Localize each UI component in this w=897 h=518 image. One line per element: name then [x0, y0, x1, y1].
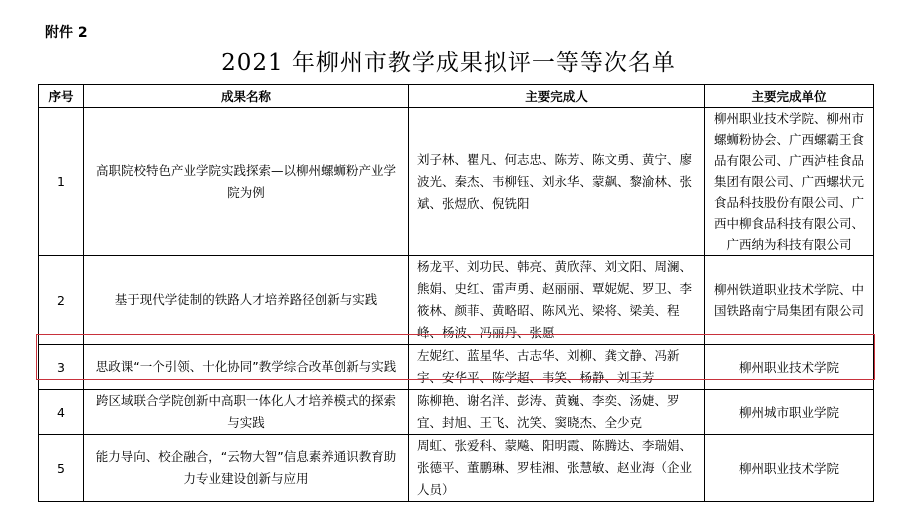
table-row — [39, 108, 874, 256]
row-people: 左妮红、蓝星华、古志华、刘柳、龚文静、冯新宇、安华平、陈学超、韦笑、杨静、刘玉芳 — [409, 345, 705, 390]
header-name: 成果名称 — [84, 85, 409, 108]
table-row — [39, 390, 874, 435]
header-index: 序号 — [39, 85, 84, 108]
row-index: 1 — [39, 108, 84, 256]
row-name: 跨区域联合学院创新中高职一体化人才培养模式的探索与实践 — [84, 390, 409, 435]
row-name: 基于现代学徒制的铁路人才培养路径创新与实践 — [84, 256, 409, 345]
results-table — [38, 84, 874, 502]
table-header-row — [39, 85, 874, 108]
row-index: 3 — [39, 345, 84, 390]
header-unit: 主要完成单位 — [705, 85, 874, 108]
row-unit: 柳州铁道职业技术学院、中国铁路南宁局集团有限公司 — [705, 256, 874, 345]
row-index: 2 — [39, 256, 84, 345]
row-people: 陈柳艳、谢名洋、彭涛、黄巍、李奕、汤婕、罗宜、封旭、王飞、沈笑、窦晓杰、全少克 — [409, 390, 705, 435]
row-index: 4 — [39, 390, 84, 435]
row-name: 能力导向、校企融合，“云物大智”信息素养通识教育助力专业建设创新与应用 — [84, 435, 409, 502]
row-unit: 柳州职业技术学院、柳州市螺蛳粉协会、广西螺霸王食品有限公司、广西泸桂食品集团有限公司、广西螺状元食品科技股份有限公司、广西中柳食品科技有限公司、广西纳为科技有限公司 — [705, 108, 874, 256]
header-people: 主要完成人 — [409, 85, 705, 108]
row-people: 周虹、张爱科、蒙飚、阳明霞、陈腾达、李瑞娟、张德平、董鹏琳、罗桂湘、张慧敏、赵业海（企业人员） — [409, 435, 705, 502]
row-index: 5 — [39, 435, 84, 502]
attachment-label: 附件 2 — [45, 25, 88, 41]
row-unit: 柳州职业技术学院 — [705, 435, 874, 502]
table-row — [39, 256, 874, 345]
page-title: 2021 年柳州市教学成果拟评一等等次名单 — [221, 50, 676, 76]
row-unit: 柳州城市职业学院 — [705, 390, 874, 435]
row-people: 杨龙平、刘功民、韩亮、黄欣萍、刘文阳、周澜、熊娟、史红、雷声勇、赵丽丽、覃妮妮、罗卫、李筱林、颜菲、黄略昭、陈风光、梁将、梁美、程峰、杨波、冯丽丹、张愿 — [409, 256, 705, 345]
table-row — [39, 435, 874, 502]
row-people: 刘子林、瞿凡、何志忠、陈芳、陈文勇、黄宁、廖波光、秦杰、韦柳钰、刘永华、蒙飙、黎渝林、张斌、张煜欣、倪铣阳 — [409, 108, 705, 256]
row-name: 高职院校特色产业学院实践探索—以柳州螺蛳粉产业学院为例 — [84, 108, 409, 256]
table-row — [39, 345, 874, 390]
row-unit: 柳州职业技术学院 — [705, 345, 874, 390]
row-name: 思政课“一个引领、十化协同”教学综合改革创新与实践 — [84, 345, 409, 390]
